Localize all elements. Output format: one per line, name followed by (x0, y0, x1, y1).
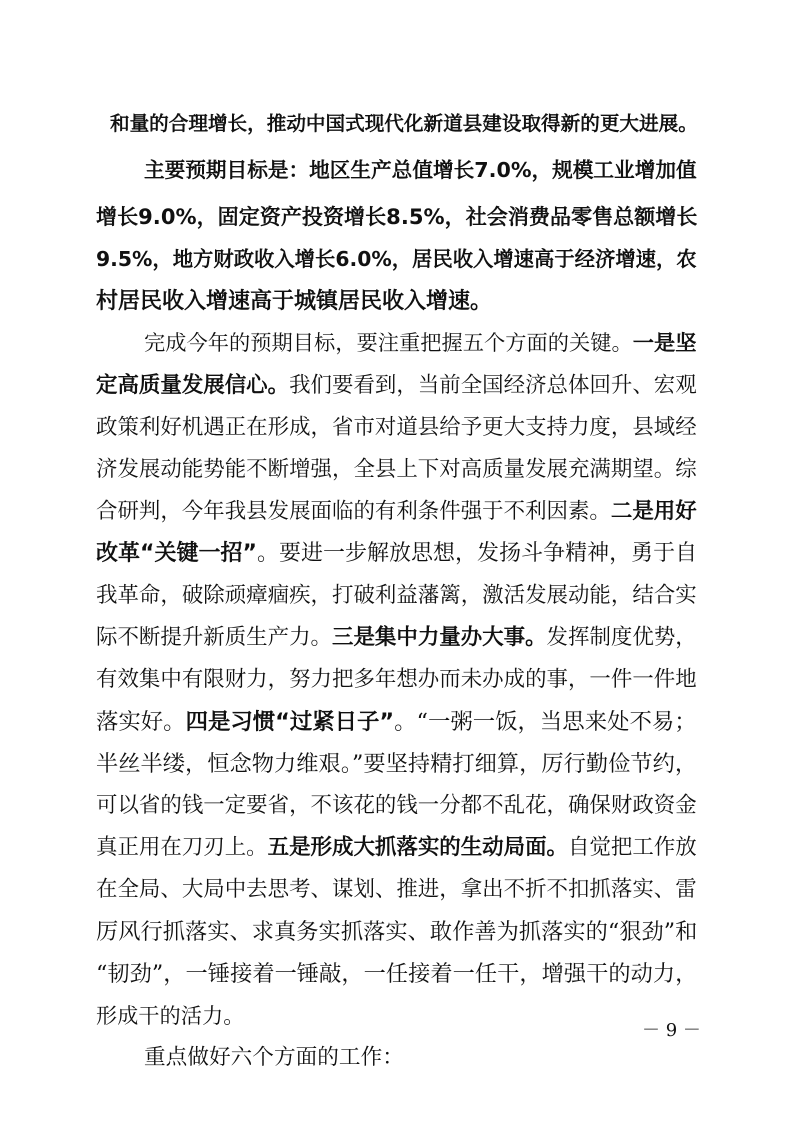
text-line (96, 879, 697, 900)
text-line (96, 711, 697, 733)
text-run: “韧劲”，一锤接着一锤敲，一任接着一任干，增强干的动力， (96, 961, 698, 987)
text-run: 际不断提升新质生产力。 (96, 625, 332, 650)
bold-text-run: 定高质量发展信心。 (96, 373, 290, 398)
bold-text-run: 主要预期目标是：地区生产总值增长7.0%，规模工业增加值 (144, 158, 697, 182)
text-run: 落实好。 (96, 709, 186, 735)
text-run: 。“一粥一饭，当思来处不易； (394, 709, 697, 735)
text-line (96, 1005, 245, 1026)
bold-text-run: 四是习惯“过紧日子” (185, 709, 395, 735)
text-run: 半丝半缕，恒念物力维艰。”要坚持精打细算，厉行勤俭节约， (96, 751, 698, 777)
text-line (96, 753, 697, 775)
text-line (96, 543, 697, 565)
text-line (96, 669, 697, 690)
text-line (96, 795, 697, 816)
text-run: 真正用在刀刃上。 (96, 835, 268, 860)
text-run: 完成今年的预期目标，要注重把握五个方面的关键。 (144, 331, 633, 356)
text-line (96, 627, 697, 648)
text-line (96, 249, 697, 269)
text-line (96, 501, 697, 522)
text-line (144, 160, 697, 181)
text-run: 形成干的活力。 (96, 1003, 245, 1028)
text-line (110, 114, 698, 134)
bold-text-run: 村居民收入增速高于城镇居民收入增速。 (96, 289, 493, 314)
text-run: 发挥制度优势， (546, 625, 697, 650)
text-run: 我革命，破除顽瘴痼疾，打破利益藩篱，激活发展动能，结合实 (96, 583, 697, 608)
bold-text-run: 增长9.0%，固定资产投资增长8.5%，社会消费品零售总额增长 (96, 204, 698, 229)
text-line (96, 459, 697, 480)
bold-text-run: 9.5%，地方财政收入增长6.0%，居民收入增速高于经济增速，农 (96, 247, 697, 271)
page-number: － 9 － (642, 1020, 701, 1041)
text-line (144, 333, 697, 354)
text-run: 可以省的钱一定要省，不该花的钱一分都不乱花，确保财政资金 (96, 793, 697, 818)
bold-text-run: 三是集中力量办大事。 (332, 625, 547, 650)
text-run: 合研判，今年我县发展面临的有利条件强于不利因素。 (96, 499, 611, 524)
text-line (144, 1047, 404, 1069)
text-line (96, 206, 697, 227)
text-line (96, 291, 492, 313)
text-run: 我们要看到，当前全国经济总体回升、宏观 (289, 373, 697, 398)
text-run: 。要进一步解放思想，发扬斗争精神，勇于自 (257, 541, 698, 566)
text-run: 有效集中有限财力，努力把多年想办而未办成的事，一件一件地 (96, 667, 697, 692)
text-run: 自觉把工作放 (568, 835, 697, 860)
text-run: 济发展动能势能不断增强，全县上下对高质量发展充满期望。综 (96, 457, 697, 482)
text-run: 重点做好六个方面的工作： (144, 1045, 404, 1070)
text-line (96, 585, 697, 606)
text-run: 厉风行抓落实、求真务实抓落实、敢作善为抓落实的“狠劲”和 (96, 919, 698, 945)
text-line (96, 375, 697, 396)
bold-text-run: 和量的合理增长，推动中国式现代化新道县建设取得新的更大进展。 (110, 112, 698, 135)
text-line (96, 417, 697, 438)
bold-text-run: 五是形成大抓落实的生动局面。 (267, 835, 568, 860)
bold-text-run: 一是坚 (632, 331, 697, 356)
bold-text-run: 二是用好 (610, 499, 697, 524)
text-run: 政策利好机遇正在形成，省市对道县给予更大支持力度，县域经 (96, 415, 697, 440)
bold-text-run: 改革“关键一招” (96, 541, 257, 566)
text-line (96, 837, 697, 858)
text-run: 在全局、大局中去思考、谋划、推进，拿出不折不扣抓落实、雷 (96, 877, 697, 902)
text-line (96, 921, 697, 943)
text-line (96, 963, 697, 985)
